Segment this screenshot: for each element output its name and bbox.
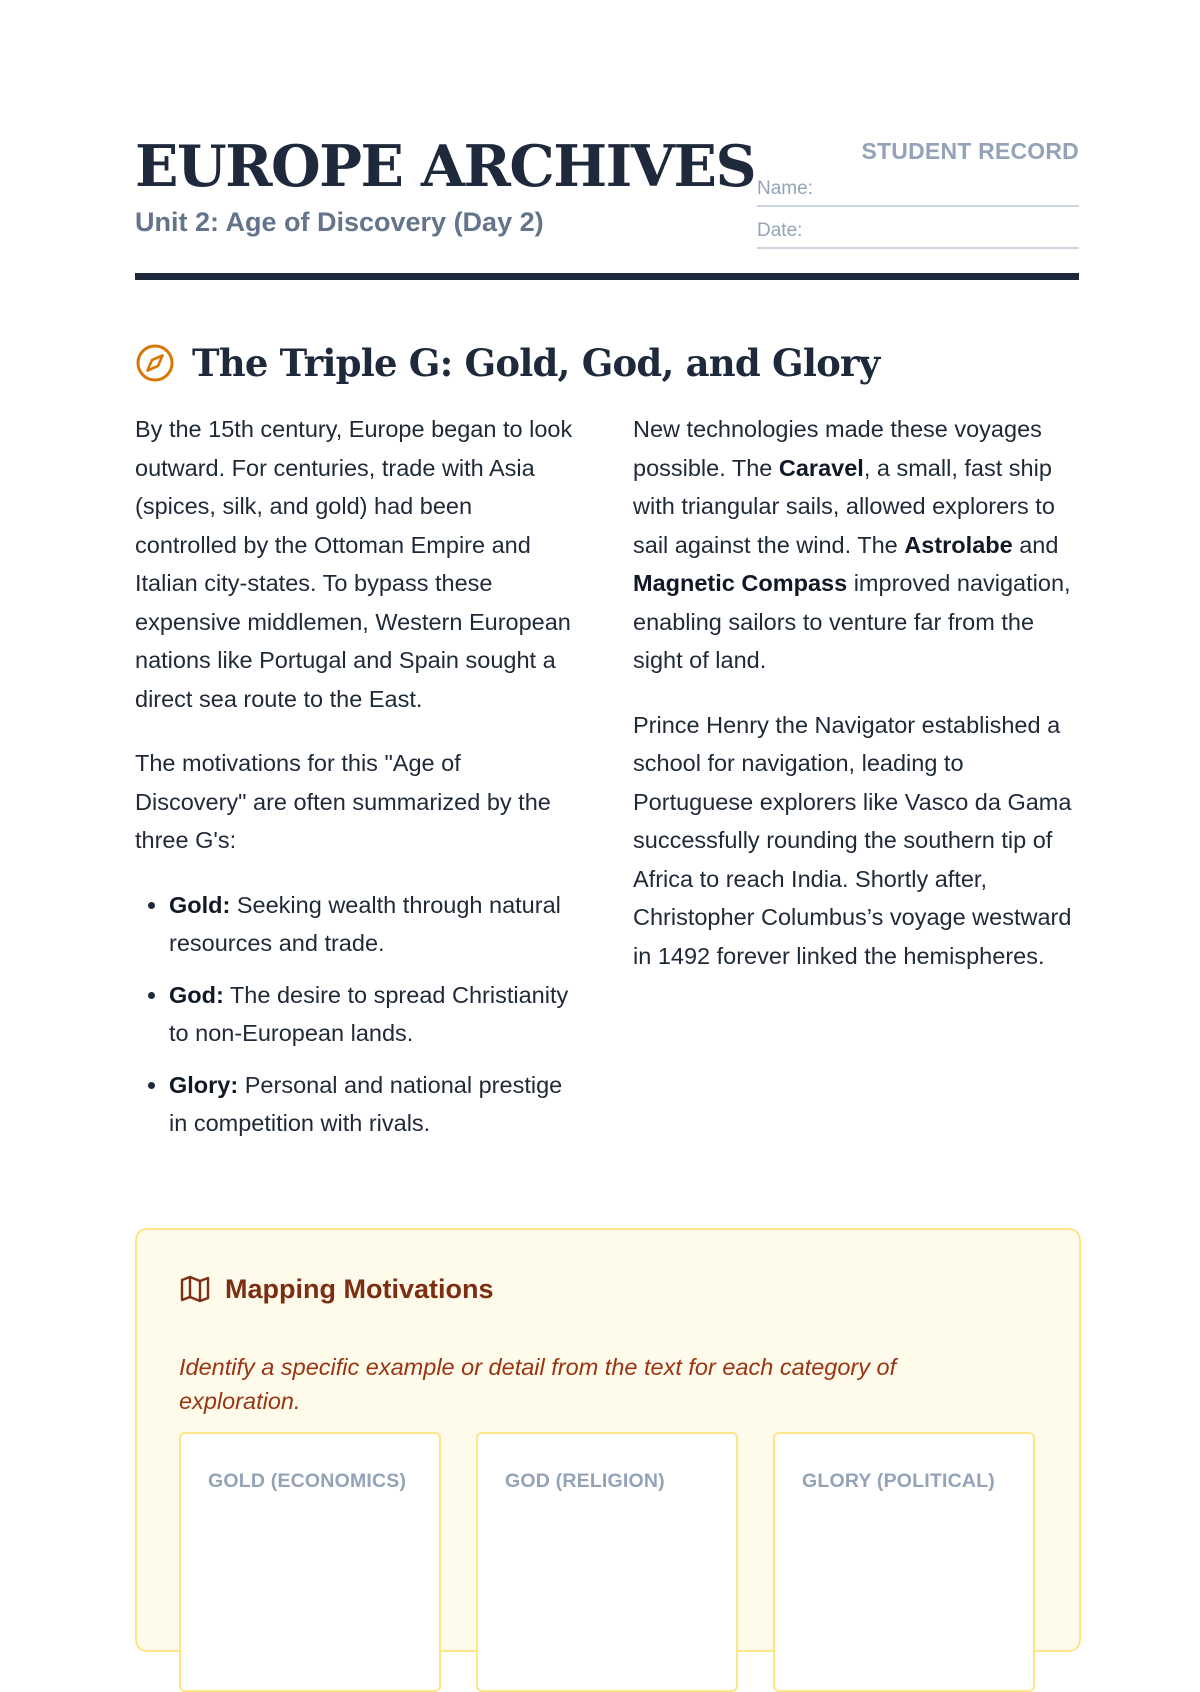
list-item-text: Personal and national prestige in competition with rivals. (169, 1071, 563, 1136)
activity-instructions: Identify a specific example or detail from the text for each category of exploration. (179, 1354, 897, 1414)
mapping-motivations-activity (135, 1228, 1081, 1652)
answer-box-label: GOLD (ECONOMICS) (208, 1470, 407, 1492)
answer-boxes (179, 1432, 1035, 1692)
list-item-text: Seeking wealth through natural resources and trade. (169, 891, 561, 956)
text-run: , a small, fast ship with triangular sails, allowed explorers to sail against the wind. The (633, 454, 1055, 558)
term-caravel: Caravel (778, 454, 864, 481)
section-heading (135, 338, 879, 388)
three-gs-list (135, 886, 573, 1143)
list-item-term: Gold: (169, 891, 231, 918)
header-divider (135, 273, 1079, 280)
list-item-term: Glory: (169, 1071, 239, 1098)
list-item (169, 976, 573, 1053)
compass-icon (135, 343, 175, 383)
list-item-term: God: (169, 981, 224, 1008)
list-item (169, 886, 573, 963)
student-record (757, 135, 1079, 249)
text-run: and (1012, 531, 1059, 558)
answer-box-gold[interactable] (179, 1432, 441, 1692)
unit-subtitle: Unit 2: Age of Discovery (Day 2) (135, 207, 544, 237)
brand-title: EUROPE ARCHIVES (135, 133, 756, 200)
list-item-text: The desire to spread Christianity to non-European lands. (169, 981, 569, 1046)
answer-box-god[interactable] (476, 1432, 738, 1692)
student-record-title: STUDENT RECORD (861, 138, 1079, 164)
answer-box-label: GLORY (POLITICAL) (802, 1470, 995, 1492)
date-field[interactable] (757, 217, 1079, 249)
text-run: improved navigation, enabling sailors to venture far from the sight of land. (633, 570, 1071, 673)
answer-box-label: GOD (RELIGION) (505, 1470, 665, 1492)
list-item (169, 1066, 573, 1143)
explorers-paragraph: Prince Henry the Navigator established a school for navigation, leading to Portuguese explorers like Vasco da Gama successfully rounding the southern tip of Africa to reach India. Shortly after, Christopher Columbus’s voyage westward in 1492 forever linked the hemispheres. (633, 711, 1072, 969)
left-column (135, 410, 573, 1156)
section-title: The Triple G: Gold, God, and Glory (192, 341, 880, 385)
term-astrolabe: Astrolabe (904, 531, 1013, 558)
name-label: Name: (757, 178, 813, 199)
date-label: Date: (757, 220, 803, 241)
activity-heading (179, 1272, 493, 1306)
header (135, 130, 1079, 280)
text-run: New technologies made these voyages possible. The (633, 416, 1042, 481)
name-field[interactable] (757, 175, 1079, 207)
motivations-paragraph: The motivations for this "Age of Discovery" are often summarized by the three G's: (135, 750, 551, 853)
activity-title: Mapping Motivations (225, 1274, 494, 1304)
answer-box-glory[interactable] (773, 1432, 1035, 1692)
term-magnetic-compass: Magnetic Compass (633, 570, 848, 596)
right-column (633, 410, 1083, 1001)
map-icon (179, 1273, 211, 1305)
intro-paragraph: By the 15th century, Europe began to look outward. For centuries, trade with Asia (spices, silk, and gold) had been controlled by the Ottoman Empire and Italian city-states. To bypass these expensive middlemen, Western European nations like Portugal and Spain sought a direct sea route to the East. (135, 416, 573, 712)
technology-paragraph (633, 410, 1083, 680)
